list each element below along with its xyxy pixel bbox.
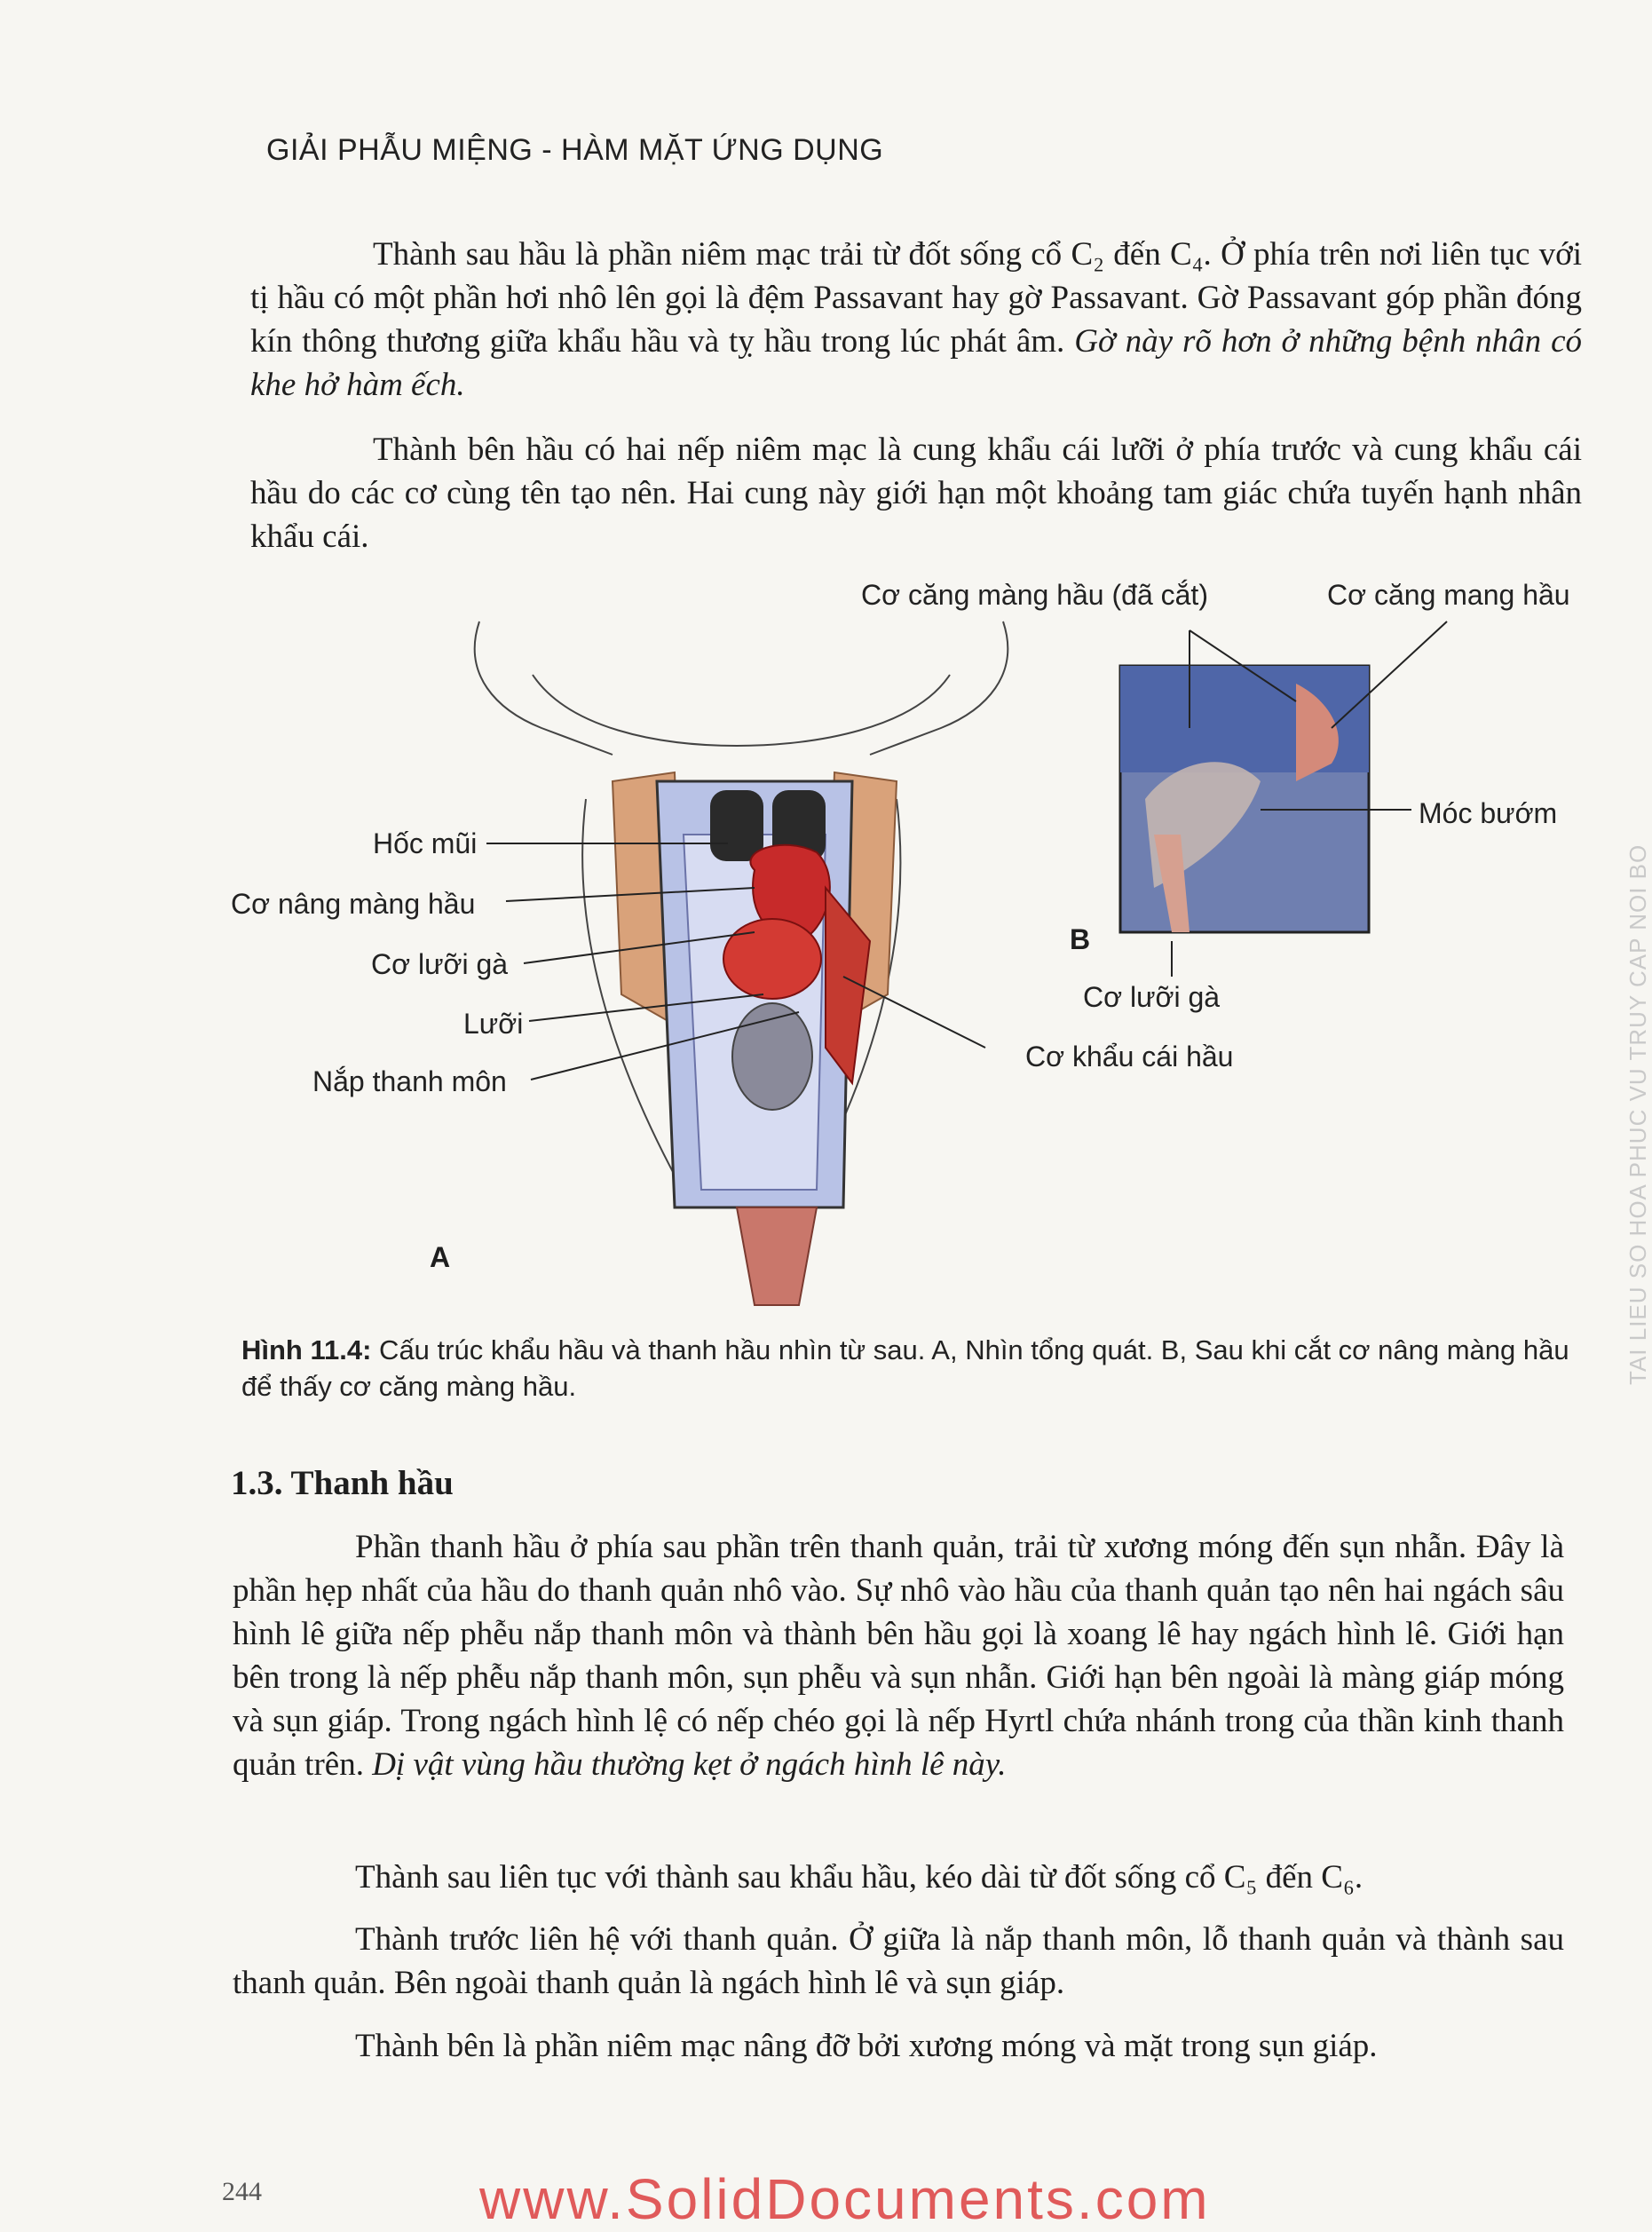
page-number: 244 xyxy=(222,2177,262,2206)
label-co-khau-cai-hau: Cơ khẩu cái hầu xyxy=(1025,1041,1234,1072)
label-hoc-mui: Hốc mũi xyxy=(373,827,478,859)
label-co-cang-mang-hau: Cơ căng mang hầu xyxy=(1327,579,1570,611)
paragraph-anterior xyxy=(233,1918,1564,2005)
paragraph-italic: Gờ này rõ hơn ở những bệnh nhân có khe hở hàm ếch. xyxy=(250,323,1582,403)
label-luoi: Lưỡi xyxy=(463,1008,524,1040)
figure-letter-b: B xyxy=(1070,923,1091,955)
section-heading: 1.3. Thanh hầu xyxy=(231,1464,454,1502)
side-watermark: TAI LIEU SO HOA PHUC VU TRUY CAP NOI BO xyxy=(1624,843,1651,1385)
paragraph-text: Thành bên hầu có hai nếp niêm mạc là cung khẩu cái lưỡi ở phía trước và cung khẩu cái hầu do các cơ cùng tên tạo nên. Hai cung này giới hạn một khoảng tam giác chứa tuyến hạnh nhân khẩu cái. xyxy=(250,431,1582,555)
figure-letter-a: A xyxy=(430,1241,451,1273)
footer-watermark: www.SolidDocuments.com xyxy=(479,2167,1211,2231)
label-co-luoi-ga-a: Cơ lưỡi gà xyxy=(371,948,509,980)
paragraph-lateral xyxy=(233,2024,1564,2068)
caption-number: Hình 11.4: xyxy=(241,1334,372,1365)
caption-text: Cấu trúc khẩu hầu và thanh hầu nhìn từ sau. A, Nhìn tổng quát. B, Sau khi cắt cơ nâng màng hầu để thấy cơ căng màng hầu. xyxy=(241,1334,1569,1402)
paragraph-posterior xyxy=(233,1856,1564,1899)
label-co-cang-da-cat: Cơ căng màng hầu (đã cắt) xyxy=(861,579,1208,611)
label-co-luoi-ga-b: Cơ lưỡi gà xyxy=(1083,981,1221,1013)
label-moc-buom: Móc bướm xyxy=(1419,797,1558,829)
paragraph-text: Thành sau hầu là phần niêm mạc trải từ đốt sống cổ C₂ đến C₄. Ở phía trên nơi liên tục với tị hầu có một phần hơi nhô lên gọi là đệm Passavant hay gờ Passavant. Gờ Passavant góp phần đóng kín thông thương giữa khẩu hầu và tỵ hầu trong lúc phát âm. xyxy=(250,236,1582,360)
paragraph-text: Phần thanh hầu ở phía sau phần trên thanh quản, trải từ xương móng đến sụn nhẫn. Đây là phần hẹp nhất của hầu do thanh quản nhô vào. Sự nhô vào hầu của thanh quản tạo nên hai ngách sâu hình lê giữa nếp phễu nắp thanh môn và thành bên hầu gọi là xoang lê hay ngách hình lê. Giới hạn bên trong là nếp phễu nắp thanh môn, sụn phễu và sụn nhẫn. Giới hạn bên ngoài là màng giáp móng và sụn giáp. Trong ngách hình lệ có nếp chéo gọi là nếp Hyrtl chứa nhánh trong của thần kinh thanh quản trên. xyxy=(233,1529,1564,1783)
paragraph-text: Thành bên là phần niêm mạc nâng đỡ bởi xương móng và mặt trong sụn giáp. xyxy=(355,2028,1378,2064)
paragraph-text: Thành sau liên tục với thành sau khẩu hầu, kéo dài từ đốt sống cổ C₅ đến C₆. xyxy=(355,1859,1363,1896)
paragraph-text: Thành trước liên hệ với thanh quản. Ở giữa là nắp thanh môn, lỗ thanh quản và thành sau thanh quản. Bên ngoài thanh quản là ngách hình lê và sụn giáp. xyxy=(233,1921,1564,2001)
paragraph-italic: Dị vật vùng hầu thường kẹt ở ngách hình lê này. xyxy=(372,1746,1007,1783)
paragraph-laryngopharynx xyxy=(233,1525,1564,1786)
label-nap-thanh-mon: Nắp thanh môn xyxy=(312,1065,507,1097)
running-header: GIẢI PHẪU MIỆNG - HÀM MẶT ỨNG DỤNG xyxy=(266,133,884,167)
label-co-nang-mang-hau: Cơ nâng màng hầu xyxy=(231,888,476,920)
figure-caption xyxy=(241,1332,1573,1405)
